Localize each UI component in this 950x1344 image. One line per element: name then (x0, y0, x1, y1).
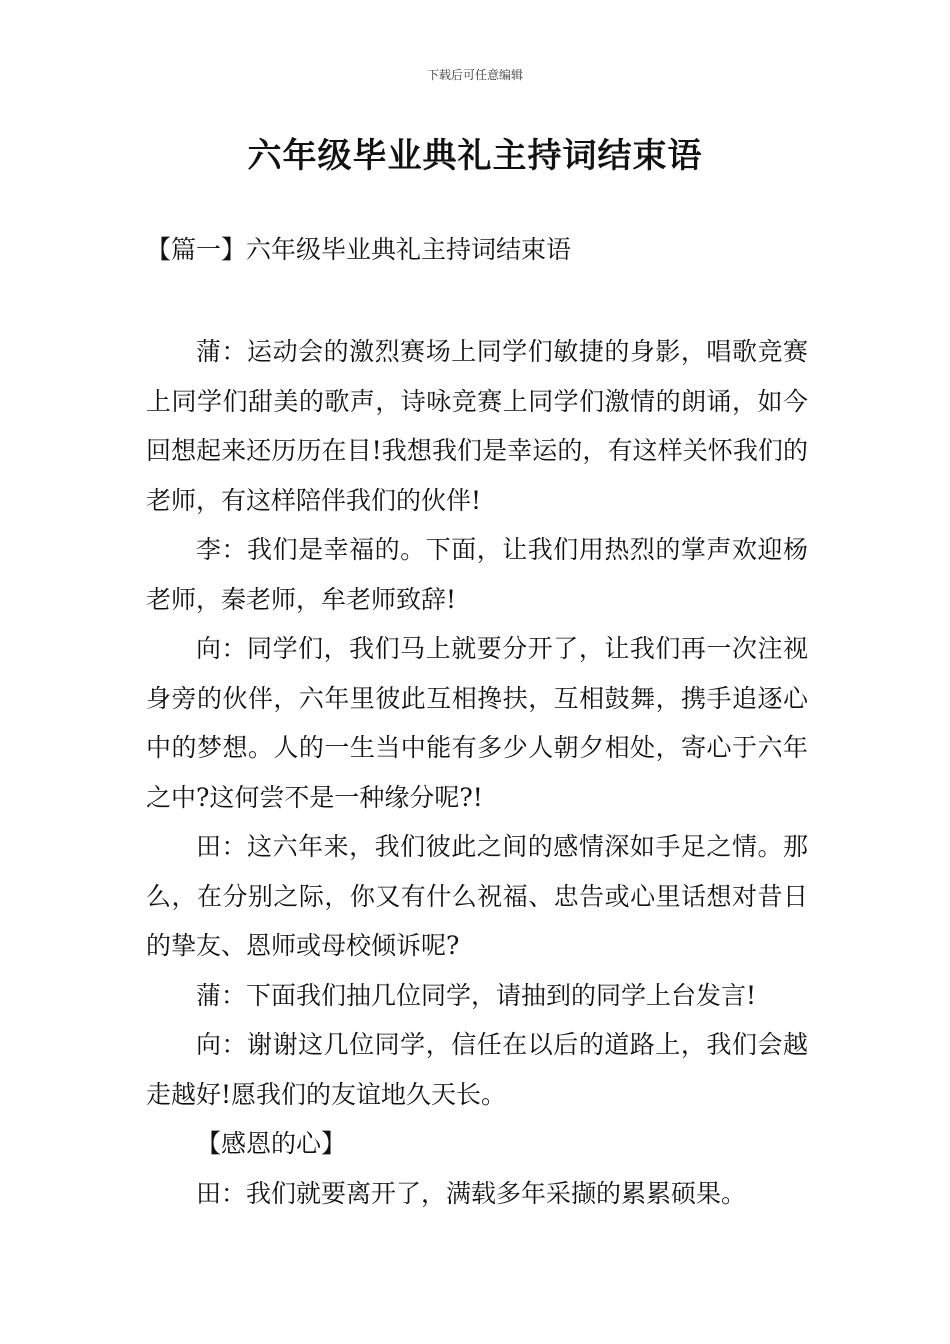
paragraph-xiang-2: 向：谢谢这几位同学，信任在以后的道路上，我们会越走越好!愿我们的友谊地久天长。 (146, 1030, 808, 1109)
paragraph-pu-1: 蒲：运动会的激烈赛场上同学们敏捷的身影，唱歌竞赛上同学们甜美的歌声，诗咏竞赛上同学们激情的朗诵，如今回想起来还历历在目!我想我们是幸运的，有这样关怀我们的老师，有这样陪伴我们的伙伴! (146, 337, 808, 515)
section-heading: 【篇一】六年级毕业典礼主持词结束语 (146, 235, 572, 264)
subsection-heading: 【感恩的心】 (196, 1129, 347, 1158)
page-header-note: 下载后可任意编辑 (426, 68, 523, 82)
paragraph-pu-2: 蒲：下面我们抽几位同学，请抽到的同学上台发言! (196, 980, 757, 1010)
document-body (146, 327, 808, 1218)
paragraph-tian-1: 田：这六年来，我们彼此之间的感情深如手足之情。那么，在分别之际，你又有什么祝福、忠告或心里话想对昔日的挚友、恩师或母校倾诉呢? (146, 832, 808, 960)
document-title: 六年级毕业典礼主持词结束语 (247, 136, 703, 176)
paragraph-tian-2: 田：我们就要离开了，满载多年采撷的累累硕果。 (196, 1178, 747, 1208)
paragraph-xiang-1: 向：同学们，我们马上就要分开了，让我们再一次注视身旁的伙伴，六年里彼此互相搀扶，互相鼓舞，携手追逐心中的梦想。人的一生当中能有多少人朝夕相处，寄心于六年之中?这何尝不是一种缘分呢?! (146, 634, 808, 812)
paragraph-li-1: 李：我们是幸福的。下面，让我们用热烈的掌声欢迎杨老师，秦老师，牟老师致辞! (146, 535, 808, 614)
